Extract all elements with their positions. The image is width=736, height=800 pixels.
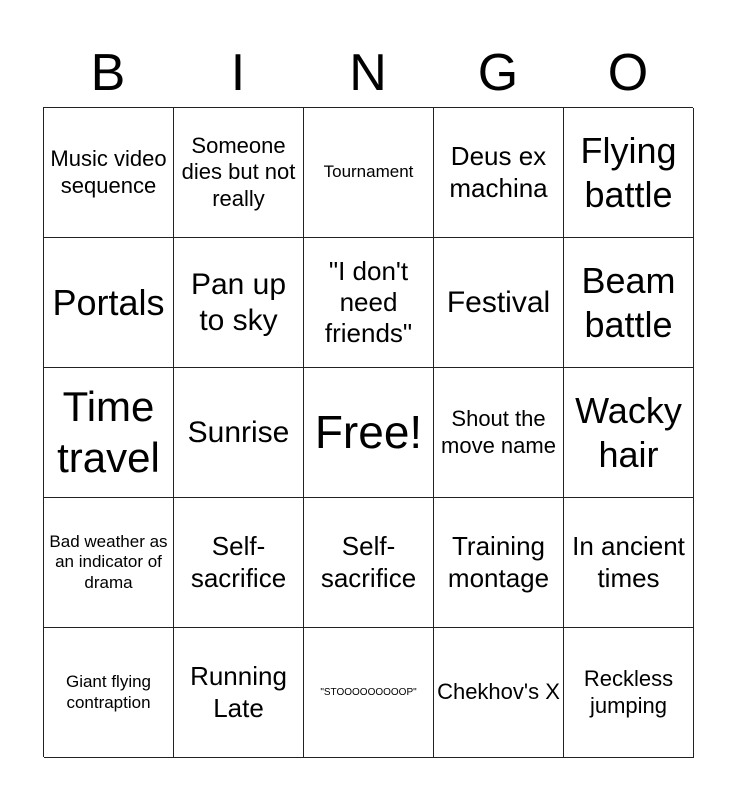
bingo-cell[interactable] [44,498,174,628]
cell-label: Wacky hair [575,390,682,475]
cell-label: Sunrise [187,415,290,449]
bingo-cell[interactable] [304,108,434,238]
header-letter-n: N [349,44,387,102]
header-letter-g: G [477,44,519,102]
cell-label: Tournament [323,162,414,182]
bingo-cell[interactable] [564,628,694,758]
bingo-board [43,107,693,757]
bingo-cell[interactable] [434,238,564,368]
cell-label: Self-sacrifice [320,531,417,593]
bingo-cell[interactable] [564,498,694,628]
bingo-cell[interactable] [564,108,694,238]
bingo-cell[interactable] [44,628,174,758]
cell-label: Music video sequence [50,146,167,198]
cell-label: Reckless jumping [583,666,674,718]
bingo-cell[interactable] [44,238,174,368]
bingo-cell[interactable] [434,628,564,758]
cell-label: Self-sacrifice [190,531,287,593]
cell-label: Festival [446,285,551,319]
bingo-cell[interactable] [174,628,304,758]
cell-label: Training montage [447,531,550,593]
bingo-cell[interactable] [304,238,434,368]
bingo-header [43,38,693,108]
cell-label: Beam battle [581,260,676,345]
bingo-cell[interactable] [44,368,174,498]
cell-label: "STOOOOOOOOOP" [320,686,417,698]
bingo-cell[interactable] [434,368,564,498]
free-space-label: Free! [314,405,423,458]
cell-label: Bad weather as an indicator of drama [49,531,168,592]
cell-label: Shout the move name [441,406,556,458]
cell-label: Someone dies but not really [181,132,296,211]
cell-label: Time travel [57,383,160,481]
header-letter-i: I [230,44,246,102]
bingo-cell[interactable] [564,368,694,498]
bingo-cell[interactable] [434,498,564,628]
bingo-cell[interactable] [174,238,304,368]
cell-label: Giant flying contraption [65,672,152,712]
free-space-cell[interactable] [304,368,434,498]
bingo-cell[interactable] [174,498,304,628]
bingo-cell[interactable] [44,108,174,238]
header-letter-o: O [607,44,649,102]
bingo-cell[interactable] [304,628,434,758]
bingo-cell[interactable] [174,368,304,498]
cell-label: Portals [52,281,165,323]
cell-label: Chekhov's X [437,679,560,705]
bingo-cell[interactable] [434,108,564,238]
cell-label: In ancient times [572,531,685,593]
bingo-cell[interactable] [174,108,304,238]
cell-label: Flying battle [580,130,677,215]
cell-label: Pan up to sky [190,267,287,337]
cell-label: Deus ex machina [449,141,548,203]
bingo-cell[interactable] [304,498,434,628]
cell-label: "I don't need friends" [324,255,413,349]
header-letter-b: B [90,44,126,102]
bingo-cell[interactable] [564,238,694,368]
cell-label: Running Late [190,661,287,723]
